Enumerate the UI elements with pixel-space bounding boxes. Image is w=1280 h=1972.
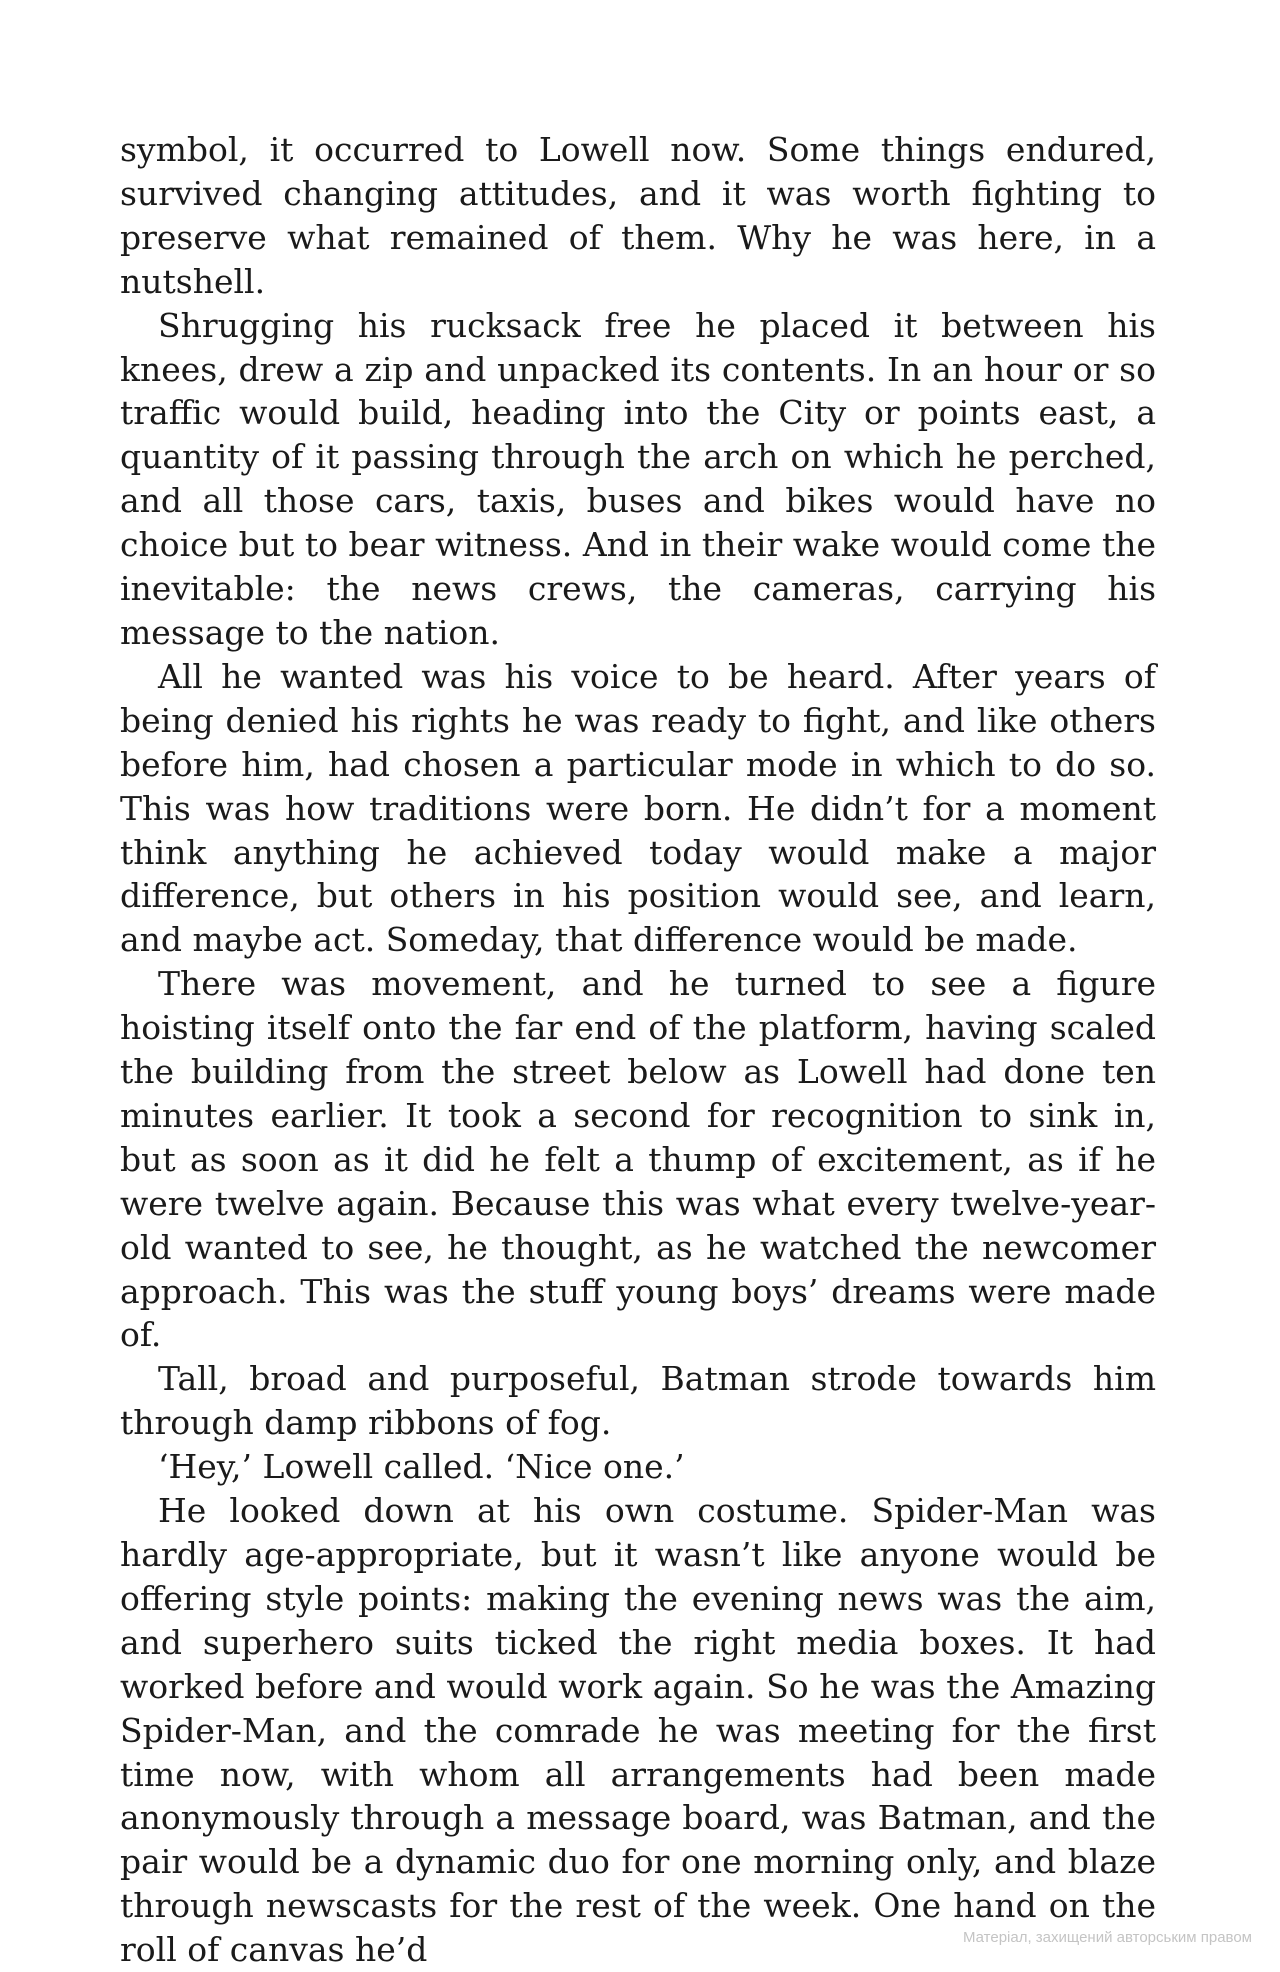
paragraph-3: All he wanted was his voice to be heard. After years of being denied his rights he was ready to fight, and like others before him, had chosen a particular mode in which to do so. This was how traditions were born. He didn’t for a moment think anything he achieved today would make a major difference, but others in his position would see, and learn, and maybe act. Someday, that difference would be made. xyxy=(120,656,1156,960)
paragraph-6: ‘Hey,’ Lowell called. ‘Nice one.’ xyxy=(158,1447,685,1487)
copyright-watermark: Матеріал, захищений авторським правом xyxy=(962,1929,1252,1946)
paragraph-4: There was movement, and he turned to see a figure hoisting itself onto the far end of the platform, having scaled the building from the street below as Lowell had done ten minutes earlier. It took a second for recognition to sink in, but as soon as it did he felt a thump of excitement, as if he were twelve again. Because this was what every twelve-year-old wanted to see, he thought, as he watched the newcomer approach. This was the stuff young boys’ dreams were made of. xyxy=(120,964,1156,1355)
paragraph-2: Shrugging his rucksack free he placed it between his knees, drew a zip and unpacked its contents. In an hour or so traffic would build, heading into the City or points east, a quantity of it passing through the arch on which he perched, and all those cars, taxis, buses and bikes would have no choice but to bear witness. And in their wake would come the inevitable: the news crews, the cameras, carrying his message to the nation. xyxy=(120,305,1156,652)
paragraph-7: He looked down at his own costume. Spider-Man was hardly age-appropriate, but it wasn’t like anyone would be offering style points: making the evening news was the aim, and superhero suits ticked the right media boxes. It had worked before and would work again. So he was the Amazing Spider-Man, and the comrade he was meeting for the first time now, with whom all arrangements had been made anonymously through a message board, was Batman, and the pair would be a dynamic duo for one morning only, and blaze through newscasts for the rest of the week. One hand on the roll of canvas he’d xyxy=(120,1491,1156,1970)
paragraph-5: Tall, broad and purposeful, Batman strode towards him through damp ribbons of fog. xyxy=(120,1359,1156,1443)
paragraph-1: symbol, it occurred to Lowell now. Some things endured, survived changing attitudes, and it was worth fighting to preserve what remained of them. Why he was here, in a nutshell. xyxy=(120,130,1156,301)
book-page-text xyxy=(120,128,1156,1972)
